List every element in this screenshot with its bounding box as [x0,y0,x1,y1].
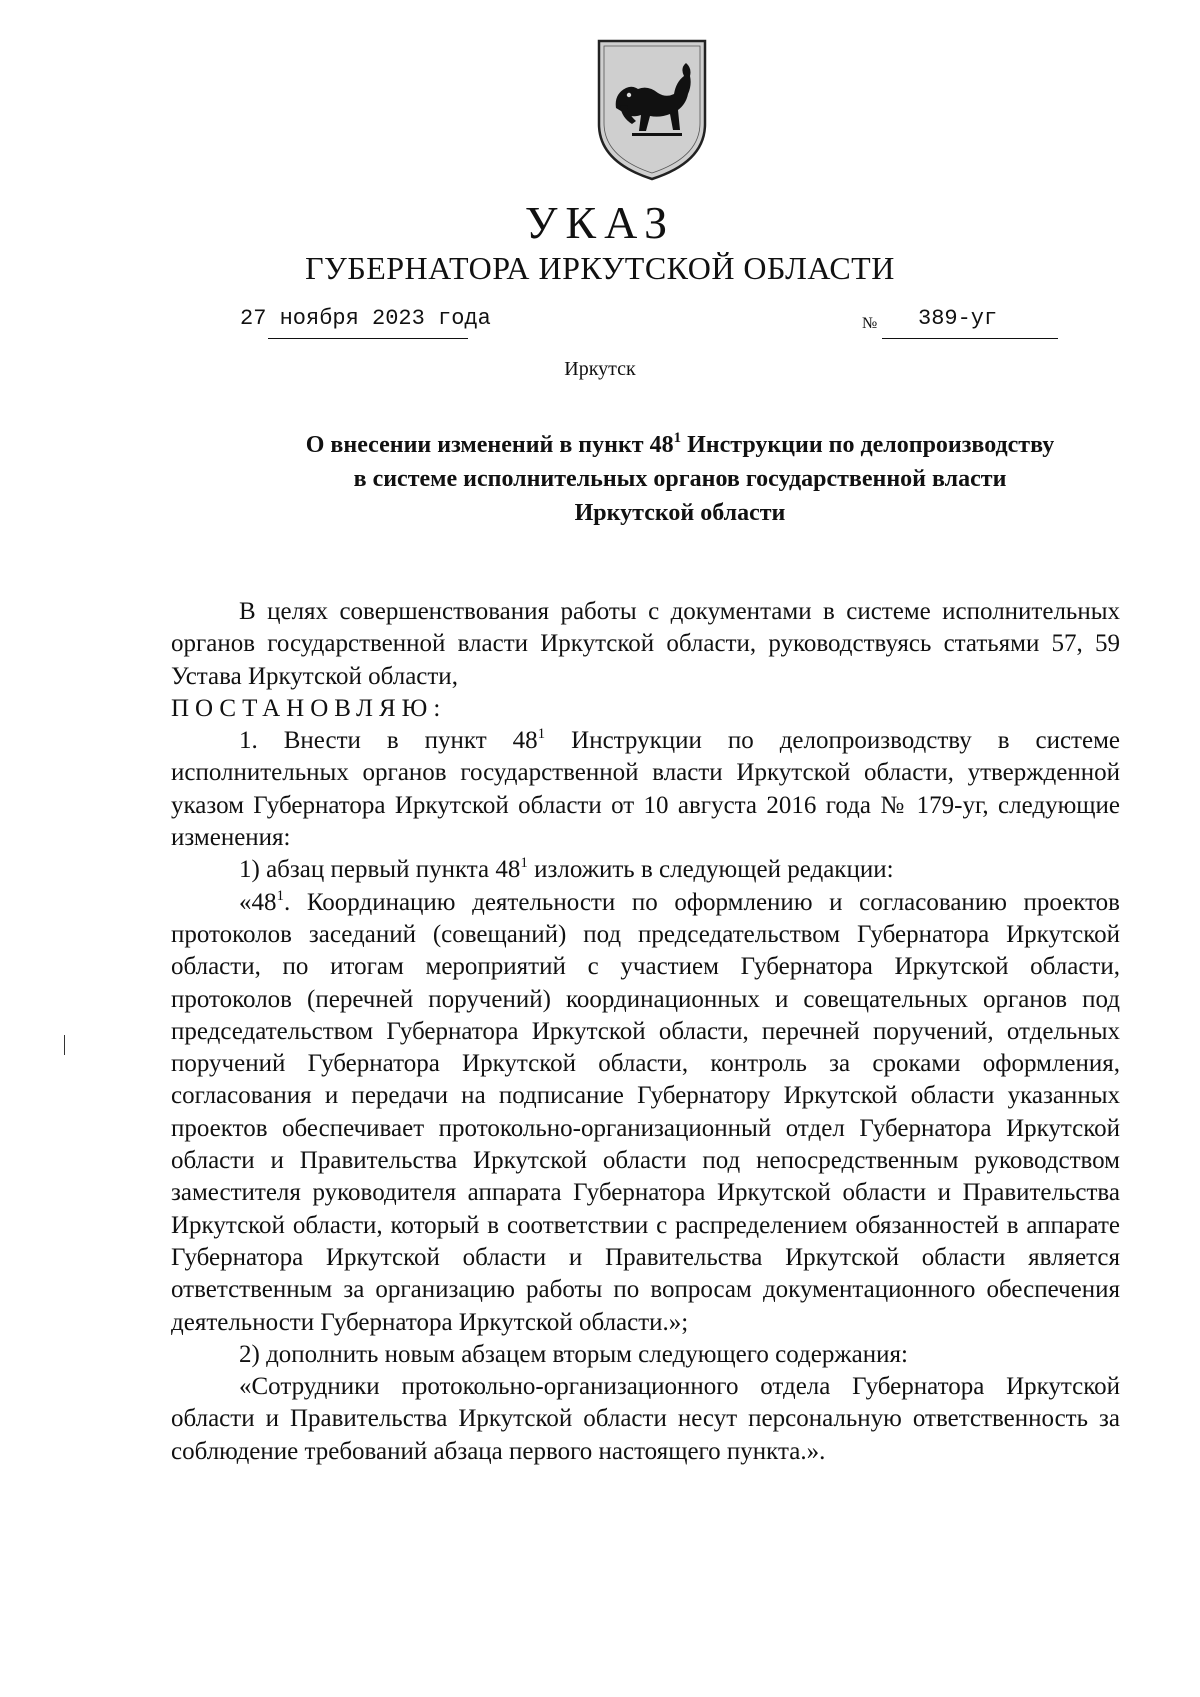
paragraph-subitem-2: 2) дополнить новым абзацем вторым следующего содержания: [239,1340,908,1368]
heading-line-2: в системе исполнительных органов государственной власти [353,466,1007,492]
document-heading [230,428,1130,530]
document-body [171,596,1120,1468]
document-city: Иркутск [564,358,636,380]
coat-of-arms-icon [596,38,708,182]
date-underline [268,338,468,339]
paragraph-new-text: «$48^1$. Координацию деятельности по оформлению и согласованию проектов протоколов заседаний (совещаний) под председательством Губернатора Иркутской области, по итогам мероприятий с участием Губернатора Иркутской области, протоколов (перечней поручений) координационных и совещательных органов под председательством Губернатора Иркутской области, перечней поручений, отдельных поручений Губернатора Иркутской области, контроль за сроками оформления, согласования и передачи на подписание Губернатору Иркутской области указанных проектов обеспечивает протокольно-организационный отдел Губернатора Иркутской области и Правительства Иркутской области под непосредственным руководством заместителя руководителя аппарата Губернатора Иркутской области и Правительства Иркутской области, который в соответствии с распределением обязанностей в аппарате Губернатора Иркутской области и Правительства Иркутской области является ответственным за организацию работы по вопросам документационного обеспечения деятельности Губернатора Иркутской области.»; [171,887,1120,1336]
paragraph-subitem-1: 1) абзац первый пункта $48^1$ изложить в следующей редакции: [239,855,894,884]
paragraph-item-1: 1. Внести в пункт $48^1$ Инструкции по делопроизводству в системе исполнительных органов государственной власти Иркутской области, утвержденной указом Губернатора Иркутской области от 10 августа 2016 года № 179-уг, следующие изменения: [171,726,1120,852]
document-number: 389-уг [918,306,998,331]
heading-line-1: О внесении изменений в пункт $48^1$ Инструкции по делопроизводству [305,430,1055,458]
paragraph-new-paragraph: «Сотрудники протокольно-организационного отдела Губернатора Иркутской области и Правительства Иркутской области несут персональную ответственность за соблюдение требований абзаца первого настоящего пункта.». [171,1373,1120,1465]
number-underline [882,338,1058,339]
paragraph-intro: В целях совершенствования работы с документами в системе исполнительных органов государственной власти Иркутской области, руководствуясь статьями 57, 59 Устава Иркутской области, [171,598,1120,690]
document-date: 27 ноября 2023 года [240,306,491,331]
margin-mark [64,1035,65,1055]
document-title: УКАЗ [524,197,676,248]
number-label: № [862,315,878,332]
document-subtitle: ГУБЕРНАТОРА ИРКУТСКОЙ ОБЛАСТИ [305,250,895,286]
heading-line-3: Иркутской области [574,500,786,526]
decree-word: ПОСТАНОВЛЯЮ: [171,694,447,722]
